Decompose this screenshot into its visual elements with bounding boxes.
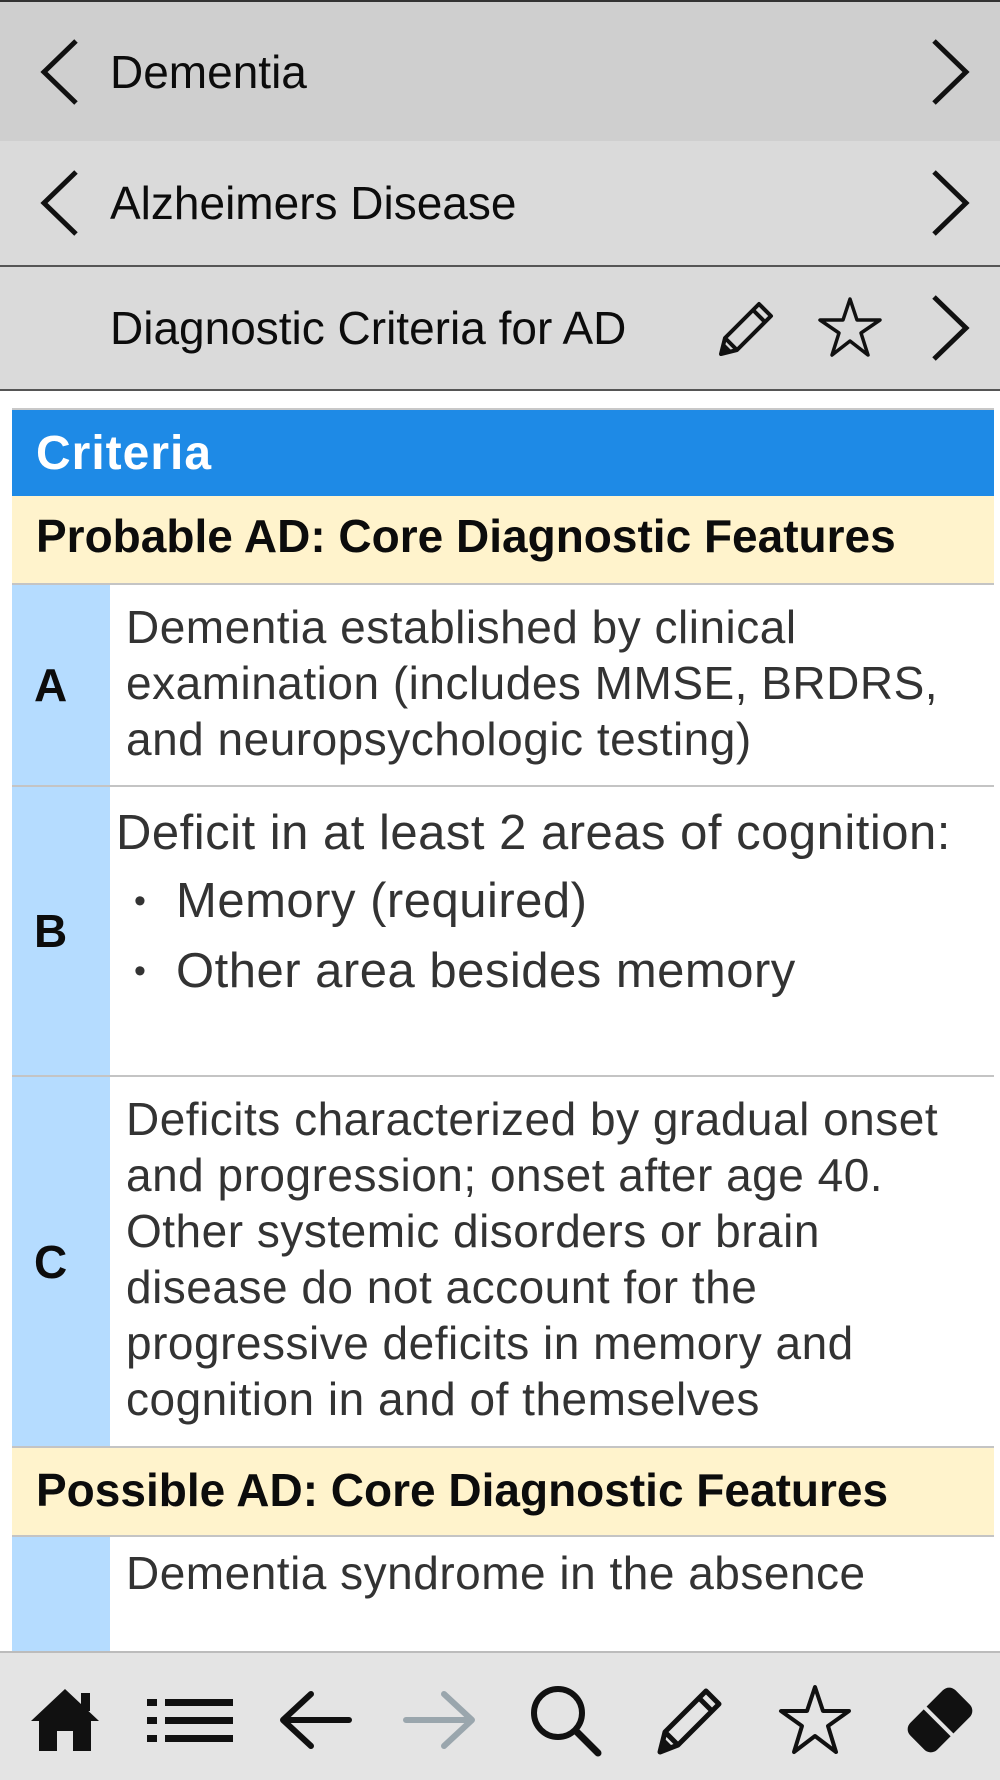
criteria-content[interactable] [12,408,994,1652]
chevron-right-icon[interactable] [920,32,980,112]
chevron-right-icon[interactable] [920,288,980,368]
nav-title-level3: Diagnostic Criteria for AD [110,302,627,354]
criterion-text: Dementia established by clinical examination (includes MMSE, BRDRS, and neuropsychologic testing) [126,601,939,765]
criterion-row-c [12,1077,994,1448]
bottom-toolbar [0,1651,1000,1780]
group-header-possible: Possible AD: Core Diagnostic Features [12,1448,994,1537]
forward-arrow-icon[interactable] [395,1677,485,1763]
pencil-icon[interactable] [645,1677,735,1763]
nav-title-level2: Alzheimers Disease [110,177,517,229]
criterion-row-partial [12,1537,994,1652]
criterion-text: Dementia syndrome in the absence [126,1547,866,1599]
home-icon[interactable] [20,1677,110,1763]
list-item: • Other area besides memory [134,936,974,1006]
criterion-letter: C [12,1077,110,1446]
chevron-left-icon[interactable] [30,163,90,243]
breadcrumb-row-dementia[interactable] [0,0,1000,142]
criterion-text: Deficit in at least 2 areas of cognition: [116,806,951,860]
list-icon[interactable] [145,1677,235,1763]
criterion-row-b [12,787,994,1077]
criterion-text: Deficits characterized by gradual onset and progression; onset after age 40. Other systemic disorders or brain disease do not account for the progressive deficits in memory and cognition in and of themselves [126,1093,939,1425]
criterion-bullet-list [116,866,974,1006]
pencil-icon[interactable] [705,288,785,368]
criterion-row-a [12,585,994,787]
eraser-icon[interactable] [895,1677,985,1763]
star-icon[interactable] [810,288,890,368]
group-header-probable: Probable AD: Core Diagnostic Features [12,496,994,585]
search-icon[interactable] [520,1677,610,1763]
section-header: Criteria [12,410,994,496]
list-item: • Memory (required) [134,866,974,936]
criterion-letter [12,1537,110,1652]
criterion-letter: B [12,787,110,1075]
breadcrumb-row-alzheimers[interactable] [0,141,1000,267]
nav-title-level1: Dementia [110,46,307,98]
star-icon[interactable] [770,1677,860,1763]
chevron-left-icon[interactable] [30,32,90,112]
back-arrow-icon[interactable] [270,1677,360,1763]
criterion-letter: A [12,585,110,785]
chevron-right-icon[interactable] [920,163,980,243]
breadcrumb-row-criteria[interactable] [0,267,1000,391]
criterion-text-block [110,787,994,1075]
